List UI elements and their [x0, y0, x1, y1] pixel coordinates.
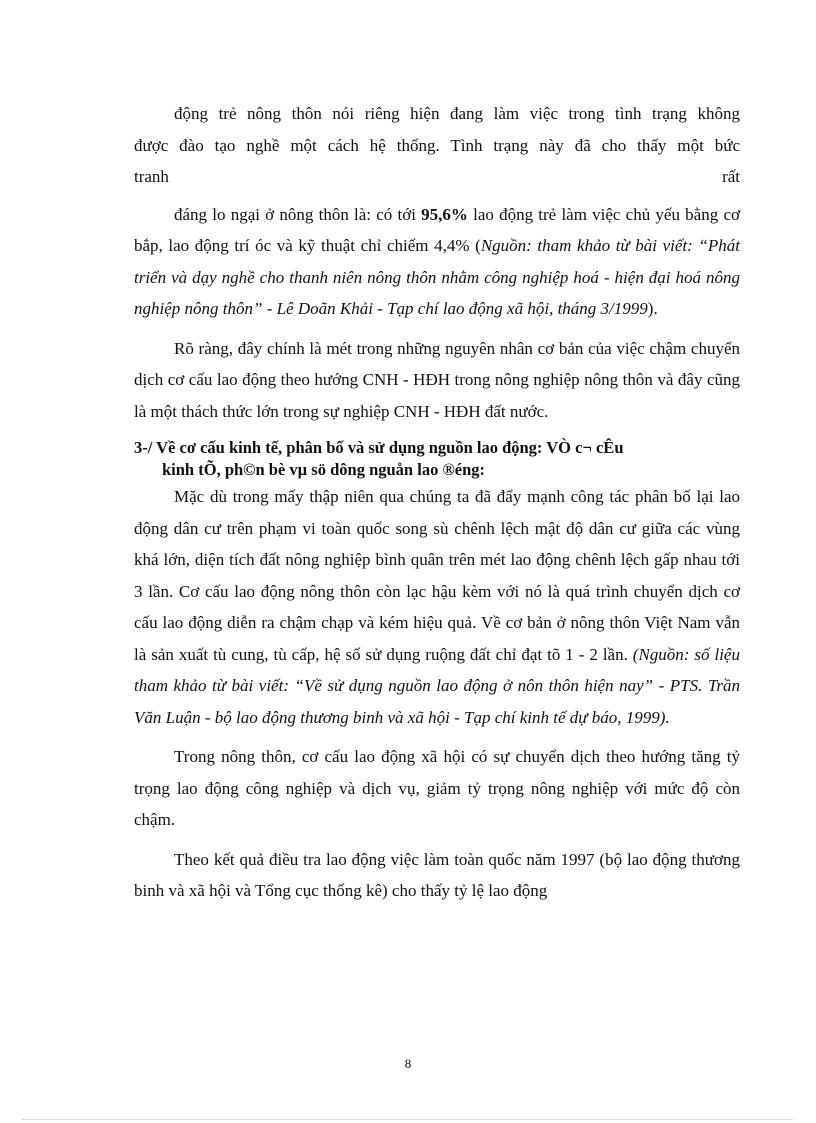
paragraph-2-percent: 95,6% — [421, 204, 468, 224]
section-heading-line-2: kinh tÕ, ph©n bè vµ sö dông nguån lao ®éng: — [162, 460, 486, 479]
paragraph-6: Theo kết quả điều tra lao động việc làm toàn quốc năm 1997 (bộ lao động thương binh và xã hội và Tổng cục thống kê) cho thấy tỷ lệ lao động — [134, 849, 740, 900]
section-heading — [134, 437, 740, 481]
page-bottom-divider — [22, 1119, 794, 1120]
section-heading-line-1: 3-/ Về cơ cấu kinh tế, phân bố và sử dụng nguồn lao động: VÒ c¬ cÊu — [134, 438, 624, 457]
document-body — [134, 98, 740, 913]
paragraph-2-end: ). — [647, 299, 658, 318]
paragraph-2-text-a: đáng lo ngại ở nông thôn là: có tới — [174, 204, 422, 224]
paragraph-3: Rõ ràng, đây chính là mét trong những nguyên nhân cơ bản của việc chậm chuyển dịch cơ cấu lao động theo hướng CNH - HĐH trong nông nghiệp nông thôn và đây cũng là một thách thức lớn trong sự nghiệp CNH - HĐH đất nước. — [134, 338, 740, 421]
paragraph-1-line-3-left: tranh — [134, 167, 169, 186]
paragraph-1-line-1: động trẻ nông thôn nói riêng hiện đang làm việc trong tình trạng không — [174, 104, 740, 123]
paragraph-1-line-3-right: rất — [722, 167, 740, 186]
paragraph-4-citation: (Nguồn: số liệu tham khảo từ bài viết: “Về sử dụng nguồn lao động ở nôn thôn hiện nay” - PTS. Trần Văn Luận - bộ lao động thương binh và xã hội - Tạp chí kinh tế dự báo, 1999). — [134, 644, 740, 727]
paragraph-5: Trong nông thôn, cơ cấu lao động xã hội có sự chuyển dịch theo hướng tăng tỷ trọng lao động công nghiệp và dịch vụ, giảm tỷ trọng nông nghiệp với mức độ còn chậm. — [134, 747, 740, 829]
paragraph-2-citation: Nguồn: tham khảo từ bài viết: “Phát triển và dạy nghề cho thanh niên nông thôn nhằm công nghiệp hoá - hiện đại hoá nông nghiệp nông thôn” - Lê Doãn Khải - Tạp chí lao động xã hội, tháng 3/1999 — [134, 236, 740, 318]
paragraph-2-text-b: lao động trẻ làm việc chủ yếu bằng cơ bắp, lao động trí óc và kỹ thuật chỉ chiếm 4,4% ( — [134, 204, 740, 255]
paragraph-4-text: Mặc dù trong mấy thập niên qua chúng ta đã đẩy mạnh công tác phân bố lại lao động dân cư trên phạm vi toàn quốc song sù chênh lệch mật độ dân cư giữa các vùng khá lớn, diện tích đất nông nghiệp bình quân trên mét lao động chênh lệch gấp nhau tới 3 lần. Cơ cấu lao động nông thôn còn lạc hậu kèm với nó là quá trình chuyển dịch cơ cấu lao động diễn ra chậm chạp và kém hiệu quả. Về cơ bản ở nông thôn Việt Nam vẫn là sản xuất tù cung, tù cấp, hệ số sử dụng ruộng đất chỉ đạt tõ 1 - 2 lần. — [134, 487, 740, 664]
paragraph-1-line-2: được đào tạo nghề một cách hệ thống. Tình trạng này đã cho thấy một bức — [134, 135, 740, 155]
page-number: 8 — [404, 1056, 412, 1071]
paragraph-4 — [134, 481, 740, 733]
paragraph-2 — [134, 199, 740, 325]
paragraph-1-line-3 — [134, 161, 740, 193]
